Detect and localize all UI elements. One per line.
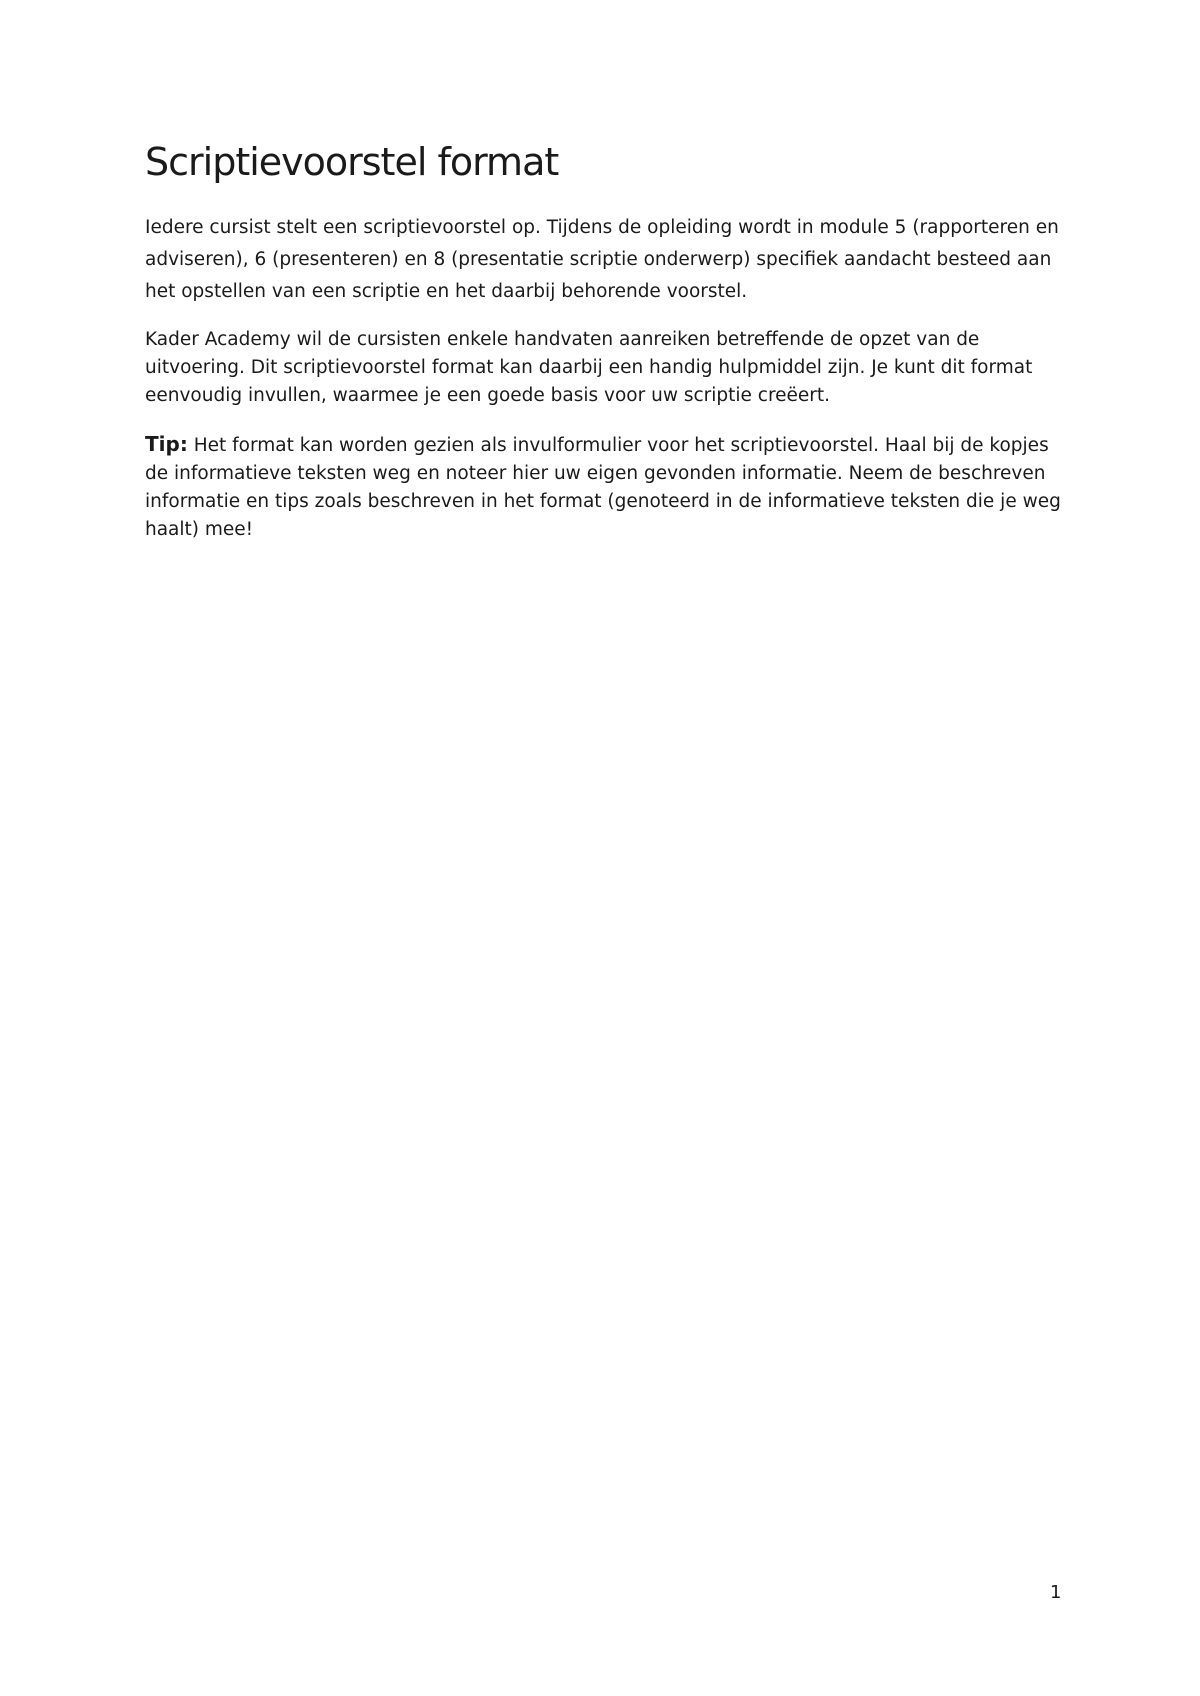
purpose-paragraph: Kader Academy wil de cursisten enkele handvaten aanreiken betreffende de opzet van de uitvoering. Dit scriptievoorstel format kan daarbij een handig hulpmiddel zijn. Je kunt dit format eenvoudig invullen, waarmee je een goede basis voor uw scriptie creëert. [145, 328, 1033, 406]
page-title: Scriptievoorstel format [145, 140, 559, 184]
tip-label: Tip: [145, 431, 188, 456]
tip-text: Het format kan worden gezien als invulformulier voor het scriptievoorstel. Haal bij de kopjes de informatieve teksten weg en noteer hier uw eigen gevonden informatie. Neem de beschreven informatie en tips zoals beschreven in het format (genoteerd in de informatieve teksten die je weg haalt) mee! [145, 434, 1061, 540]
page-content [145, 140, 1075, 544]
tip-paragraph [145, 430, 1075, 544]
page-number: 1 [1050, 1582, 1062, 1603]
intro-paragraph: Iedere cursist stelt een scriptievoorstel op. Tijdens de opleiding wordt in module 5 (rapporteren en adviseren), 6 (presenteren) en 8 (presentatie scriptie onderwerp) specifiek aandacht besteed aan het opstellen van een scriptie en het daarbij behorende voorstel. [145, 216, 1059, 302]
